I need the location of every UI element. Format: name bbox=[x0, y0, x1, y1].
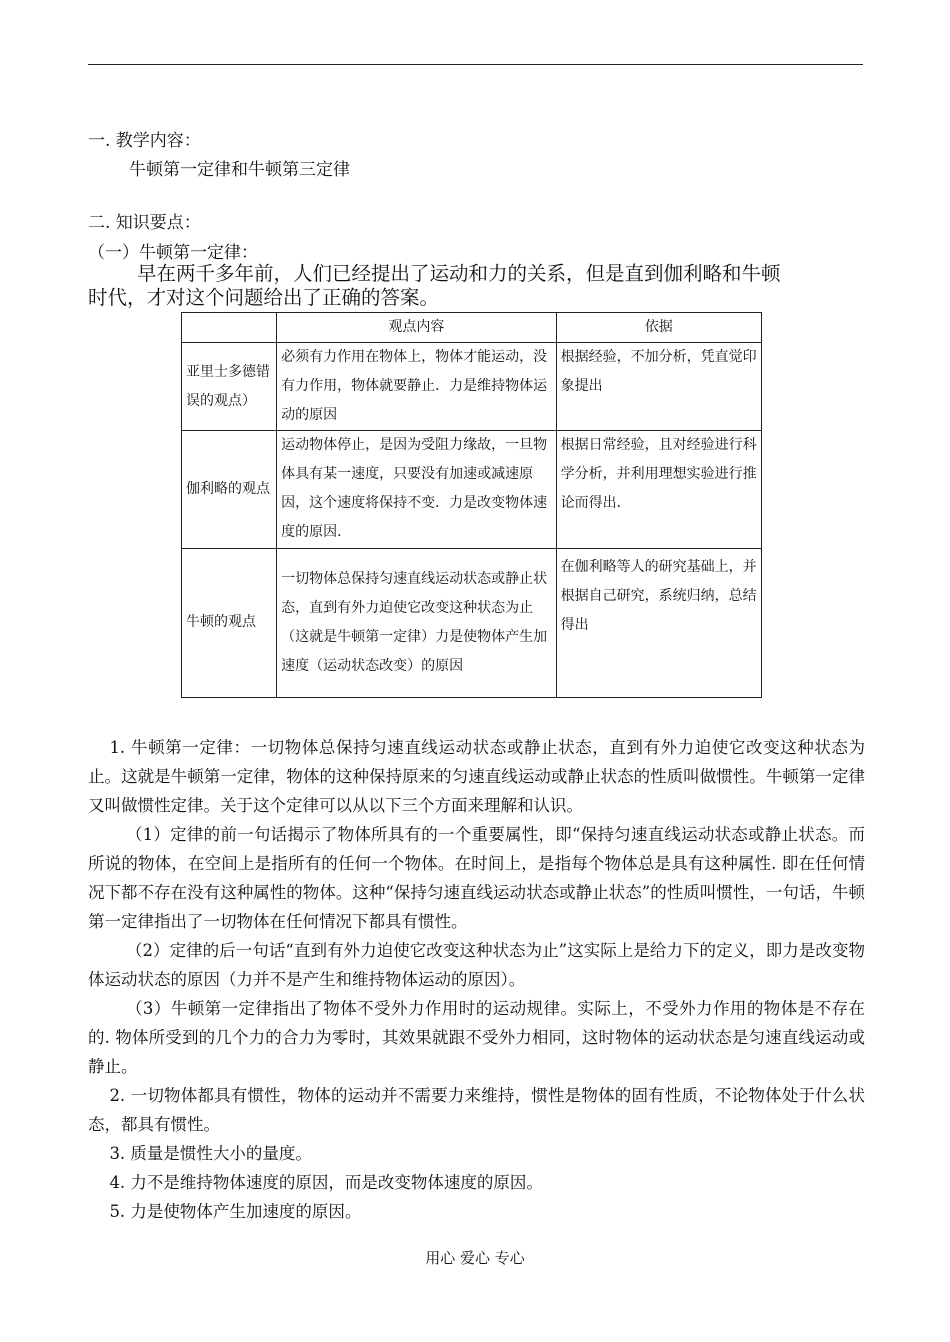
row-galileo-basis: 根据日常经验，且对经验进行科学分析，并利用理想实验进行推论而得出． bbox=[556, 431, 761, 548]
row-newton-basis: 在伽利略等人的研究基础上，并根据自己研究，系统归纳，总结得出 bbox=[556, 548, 761, 697]
table-header-basis: 依据 bbox=[556, 313, 761, 343]
point-1-part-3: （3）牛顿第一定律指出了物体不受外力作用时的运动规律。实际上，不受外力作用的物体是不存在的. 物体所受到的几个力的合力为零时，其效果就跟不受外力相同，这时物体的运动状态是匀速直线运动或静止。 bbox=[88, 999, 865, 1076]
point-5: 5. 力是使物体产生加速度的原因。 bbox=[109, 1202, 362, 1221]
point-3: 3. 质量是惯性大小的量度。 bbox=[109, 1144, 312, 1163]
row-newton-who: 牛顿的观点 bbox=[182, 548, 277, 697]
section1-content: 牛顿第一定律和牛顿第三定律 bbox=[129, 160, 350, 180]
point-4: 4. 力不是维持物体速度的原因，而是改变物体速度的原因。 bbox=[109, 1173, 543, 1192]
table-row bbox=[182, 548, 762, 697]
table-row bbox=[182, 343, 762, 431]
row-aristotle-basis: 根据经验，不加分析，凭直觉印象提出 bbox=[556, 343, 761, 431]
views-comparison-table bbox=[181, 312, 762, 698]
intro-line-1: 早在两千多年前，人们已经提出了运动和力的关系，但是直到伽利略和牛顿 bbox=[137, 262, 781, 285]
point-1: 1. 牛顿第一定律：一切物体总保持匀速直线运动状态或静止状态，直到有外力迫使它改变这种状态为止。这就是牛顿第一定律，物体的这种保持原来的匀速直线运动或静止状态的性质叫做惯性。牛顿第一定律又叫做惯性定律。关于这个定律可以从以下三个方面来理解和认识。 bbox=[88, 738, 865, 815]
table-header-blank bbox=[182, 313, 277, 343]
header-rule bbox=[88, 64, 863, 65]
page-footer: 用心 爱心 专心 bbox=[425, 1249, 525, 1267]
section2-heading: 二. 知识要点： bbox=[88, 213, 201, 233]
point-1-part-2: （2）定律的后一句话“直到有外力迫使它改变这种状态为止”这实际上是给力下的定义，即力是改变物体运动状态的原因（力并不是产生和维持物体运动的原因）。 bbox=[88, 941, 865, 989]
knowledge-points bbox=[88, 733, 865, 1226]
table-header-view: 观点内容 bbox=[277, 313, 556, 343]
row-aristotle-view: 必须有力作用在物体上，物体才能运动，没有力作用，物体就要静止．力是维持物体运动的原因 bbox=[277, 343, 556, 431]
section2-subheading: （一）牛顿第一定律： bbox=[88, 243, 258, 263]
table-header-row bbox=[182, 313, 762, 343]
intro-line-2: 时代，才对这个问题给出了正确的答案。 bbox=[88, 286, 440, 309]
table-row bbox=[182, 431, 762, 548]
row-galileo-view: 运动物体停止，是因为受阻力缘故，一旦物体具有某一速度，只要没有加速或减速原因，这个速度将保持不变．力是改变物体速度的原因． bbox=[277, 431, 556, 548]
point-2: 2. 一切物体都具有惯性，物体的运动并不需要力来维持，惯性是物体的固有性质，不论物体处于什么状态，都具有惯性。 bbox=[88, 1086, 865, 1134]
row-newton-view: 一切物体总保持匀速直线运动状态或静止状态，直到有外力迫使它改变这种状态为止（这就是牛顿第一定律）力是使物体产生加速度（运动状态改变）的原因 bbox=[277, 548, 556, 697]
row-aristotle-who: 亚里士多德错误的观点） bbox=[182, 343, 277, 431]
point-1-part-1: （1）定律的前一句话揭示了物体所具有的一个重要属性，即“保持匀速直线运动状态或静止状态。而所说的物体，在空间上是指所有的任何一个物体。在时间上，是指每个物体总是具有这种属性. 即在任何情况下都不存在没有这种属性的物体。这种“保持匀速直线运动状态或静止状态”的性质叫惯性，一句话，牛顿第一定律指出了一切物体在任何情况下都具有惯性。 bbox=[88, 825, 865, 931]
section1-heading: 一. 教学内容： bbox=[88, 131, 201, 151]
row-galileo-who: 伽利略的观点 bbox=[182, 431, 277, 548]
